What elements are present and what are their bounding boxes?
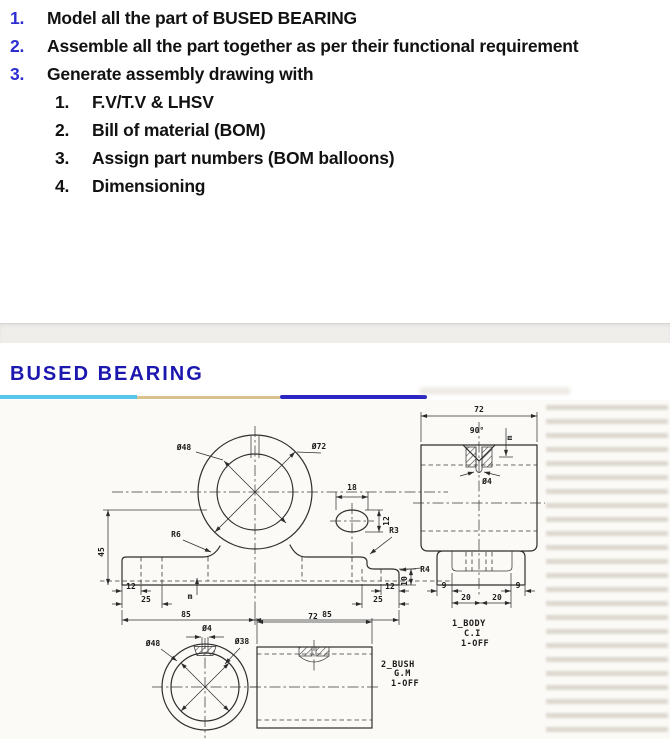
dim-label: 72: [308, 612, 318, 621]
task-text: Dimensioning: [92, 176, 206, 196]
dim-label: Ø72: [311, 442, 327, 451]
underline-segment-cyan: [0, 395, 137, 399]
task-subitem: [0, 88, 670, 116]
underline-segment-blue: [280, 395, 427, 400]
task-number: 3.: [10, 64, 25, 84]
dim-label: 85: [322, 610, 332, 619]
task-item: [0, 60, 670, 88]
task-number: 1.: [55, 92, 70, 112]
task-number: 2.: [10, 36, 25, 56]
task-list: [0, 4, 670, 200]
task-text: Assemble all the part together as per their functional requirement: [47, 36, 579, 56]
dim-label: 12: [385, 582, 395, 591]
dim-label: 18: [347, 483, 357, 492]
dim-label: Ø4: [202, 624, 212, 633]
dim-label: 12: [382, 516, 391, 526]
print-through-artifact: [546, 400, 668, 735]
front-view-body: [97, 426, 450, 625]
task-item: [0, 32, 670, 60]
dim-label: 25: [373, 595, 383, 604]
material-label: C.I: [464, 629, 481, 639]
task-number: 3.: [55, 148, 70, 168]
dim-label: m: [187, 592, 193, 601]
print-through-artifact: [420, 388, 570, 394]
dim-label: 45: [97, 547, 106, 557]
task-number: 1.: [10, 8, 25, 28]
task-text: Assign part numbers (BOM balloons): [92, 148, 395, 168]
dim-label: 12: [126, 582, 136, 591]
slide-divider-band: [0, 323, 670, 343]
bush-side-view: [250, 612, 419, 728]
part-label: 1_BODY: [452, 619, 486, 629]
task-number: 4.: [55, 176, 70, 196]
task-text: Generate assembly drawing with: [47, 64, 314, 84]
qty-label: 1-OFF: [461, 639, 490, 649]
dim-label: 20: [461, 593, 471, 602]
material-label: G.M: [394, 669, 411, 679]
task-item: [0, 4, 670, 32]
task-text: Bill of material (BOM): [92, 120, 266, 140]
dim-label: Ø4: [482, 477, 492, 486]
task-text: Model all the part of BUSED BEARING: [47, 8, 357, 28]
dim-label: 85: [181, 610, 191, 619]
page-title: BUSED BEARING: [10, 363, 204, 385]
dim-label: 9: [441, 581, 447, 590]
angle-label: 90°: [469, 426, 485, 435]
dim-label: m: [505, 435, 514, 441]
dim-label: R3: [389, 526, 399, 535]
qty-label: 1-OFF: [391, 679, 420, 689]
dim-label: Ø48: [145, 639, 161, 648]
dim-label: 72: [474, 405, 484, 414]
side-view-body: [413, 405, 545, 649]
task-subitem: [0, 144, 670, 172]
dim-label: 20: [492, 593, 502, 602]
task-text: F.V/T.V & LHSV: [92, 92, 214, 112]
dim-label: Ø48: [176, 443, 192, 452]
dim-label: R6: [171, 530, 181, 539]
task-subitem: [0, 116, 670, 144]
bush-front-view: [145, 623, 258, 738]
dim-label: 10: [400, 576, 409, 586]
task-subitem: [0, 172, 670, 200]
underline-segment-tan: [137, 396, 280, 399]
dim-label: R4: [420, 565, 430, 574]
dim-label: 9: [515, 581, 521, 590]
part-label: 2_BUSH: [381, 660, 415, 670]
task-number: 2.: [55, 120, 70, 140]
dim-label: 25: [141, 595, 151, 604]
dim-label: Ø38: [234, 637, 250, 646]
